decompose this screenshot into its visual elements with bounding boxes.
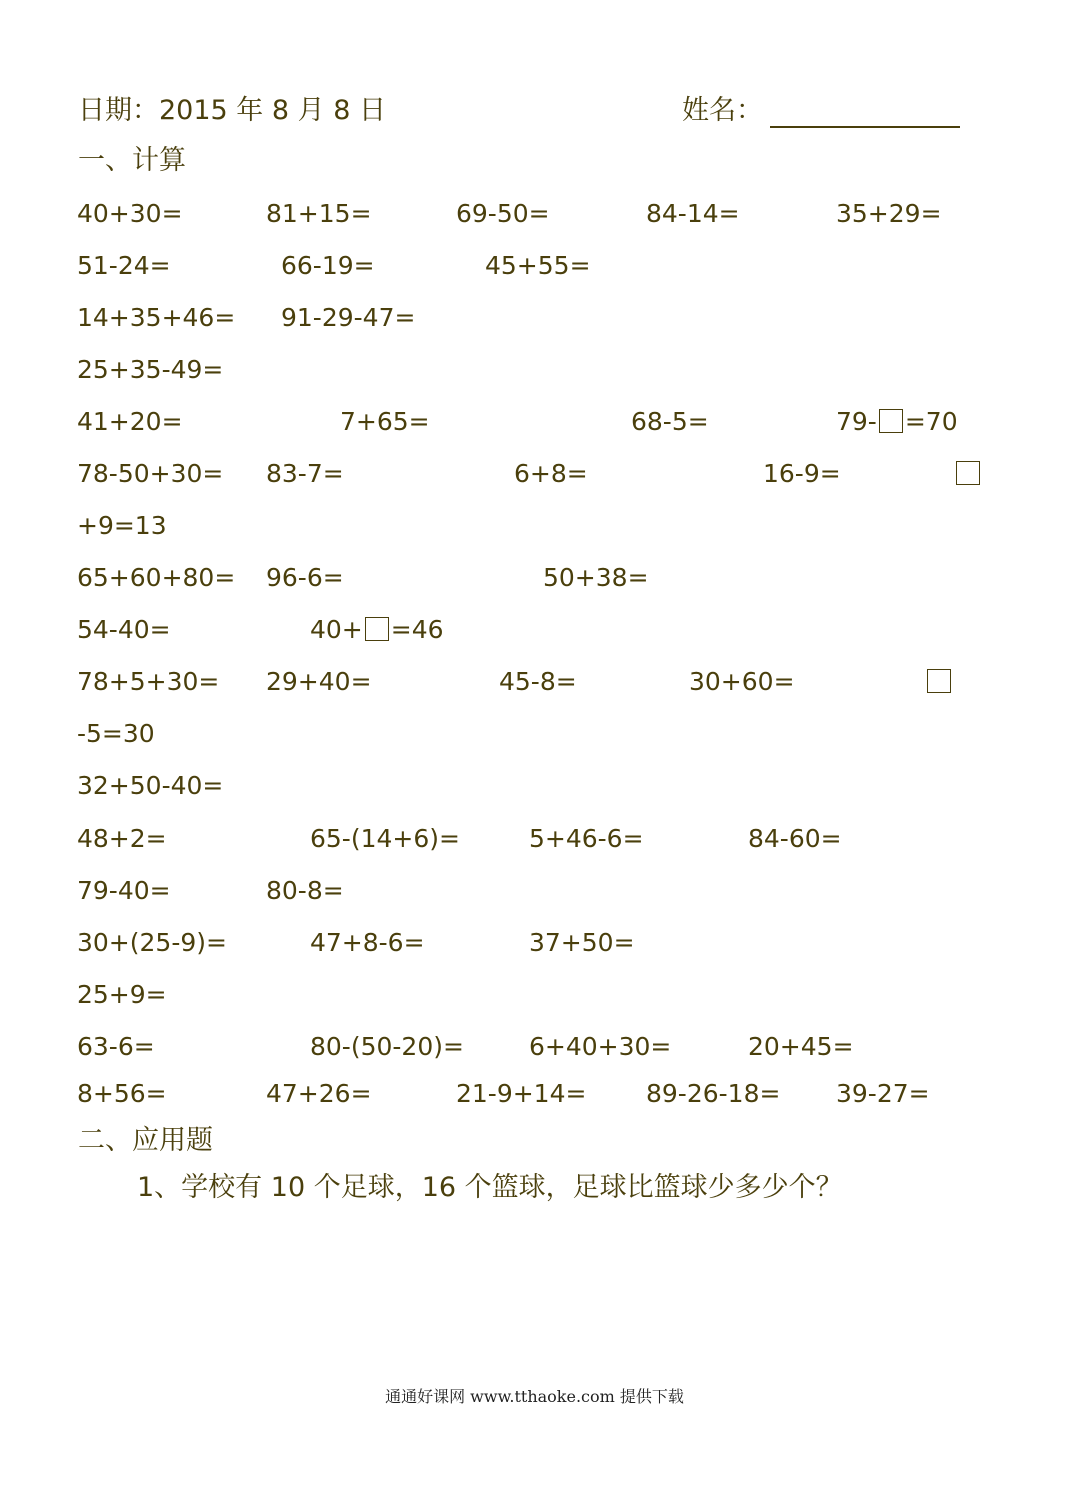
problem: 32+50-40= (77, 771, 224, 800)
section-title-word-problems: 二、应用题 (78, 1125, 213, 1156)
problem-part: =70 (904, 407, 958, 436)
problem: 21-9+14= (456, 1079, 587, 1108)
problem: 63-6= (77, 1032, 155, 1061)
problem: 91-29-47= (281, 303, 416, 332)
problem: 68-5= (631, 407, 709, 436)
problem: 69-50= (456, 199, 550, 228)
problem: -5=30 (77, 719, 155, 748)
problem: 20+45= (748, 1032, 854, 1061)
problem: 40+30= (77, 199, 183, 228)
problem: 45+55= (485, 251, 591, 280)
problem: 6+8= (514, 459, 588, 488)
answer-blank-box (365, 617, 389, 641)
problem-part: 40+ (310, 615, 363, 644)
answer-blank-box (879, 409, 903, 433)
problem-part: 79- (836, 407, 877, 436)
problem: 78+5+30= (77, 667, 220, 696)
problem: 79-40= (77, 876, 171, 905)
problem: 6+40+30= (529, 1032, 672, 1061)
problem: 83-7= (266, 459, 344, 488)
problem: 54-40= (77, 615, 171, 644)
problem: 41+20= (77, 407, 183, 436)
section-title-calculation: 一、计算 (78, 145, 186, 176)
problem: 89-26-18= (646, 1079, 781, 1108)
problem: 80-8= (266, 876, 344, 905)
problem: 7+65= (340, 407, 430, 436)
problem: 16-9= (763, 459, 841, 488)
problem: 50+38= (543, 563, 649, 592)
footer-credit: 通通好课网 www.tthaoke.com 提供下载 (385, 1387, 684, 1406)
problem: 30+(25-9)= (77, 928, 227, 957)
problem: 25+35-49= (77, 355, 224, 384)
problem: 45-8= (499, 667, 577, 696)
problem: 65-(14+6)= (310, 824, 460, 853)
problem: 84-14= (646, 199, 740, 228)
problem: 37+50= (529, 928, 635, 957)
answer-blank-box (927, 669, 951, 693)
problem: 84-60= (748, 824, 842, 853)
word-problem: 1、学校有 10 个足球，16 个篮球，足球比篮球少多少个？ (137, 1172, 843, 1203)
problem: 47+26= (266, 1079, 372, 1108)
problem-with-blank (836, 407, 958, 437)
problem: +9=13 (77, 511, 167, 540)
name-blank-line (770, 126, 960, 128)
name-label: 姓名： (682, 95, 763, 126)
problem: 25+9= (77, 980, 167, 1009)
problem: 81+15= (266, 199, 372, 228)
problem: 14+35+46= (77, 303, 236, 332)
problem: 78-50+30= (77, 459, 224, 488)
problem: 65+60+80= (77, 563, 236, 592)
problem: 5+46-6= (529, 824, 644, 853)
problem: 80-(50-20)= (310, 1032, 464, 1061)
problem: 66-19= (281, 251, 375, 280)
problem: 30+60= (689, 667, 795, 696)
problem: 48+2= (77, 824, 167, 853)
problem: 96-6= (266, 563, 344, 592)
problem: 35+29= (836, 199, 942, 228)
problem: 51-24= (77, 251, 171, 280)
problem: 8+56= (77, 1079, 167, 1108)
problem: 39-27= (836, 1079, 930, 1108)
answer-blank-box (956, 461, 980, 485)
problem-part: =46 (390, 615, 444, 644)
date-label: 日期：2015 年 8 月 8 日 (78, 95, 386, 126)
problem-with-blank (310, 615, 444, 645)
problem: 47+8-6= (310, 928, 425, 957)
problem: 29+40= (266, 667, 372, 696)
